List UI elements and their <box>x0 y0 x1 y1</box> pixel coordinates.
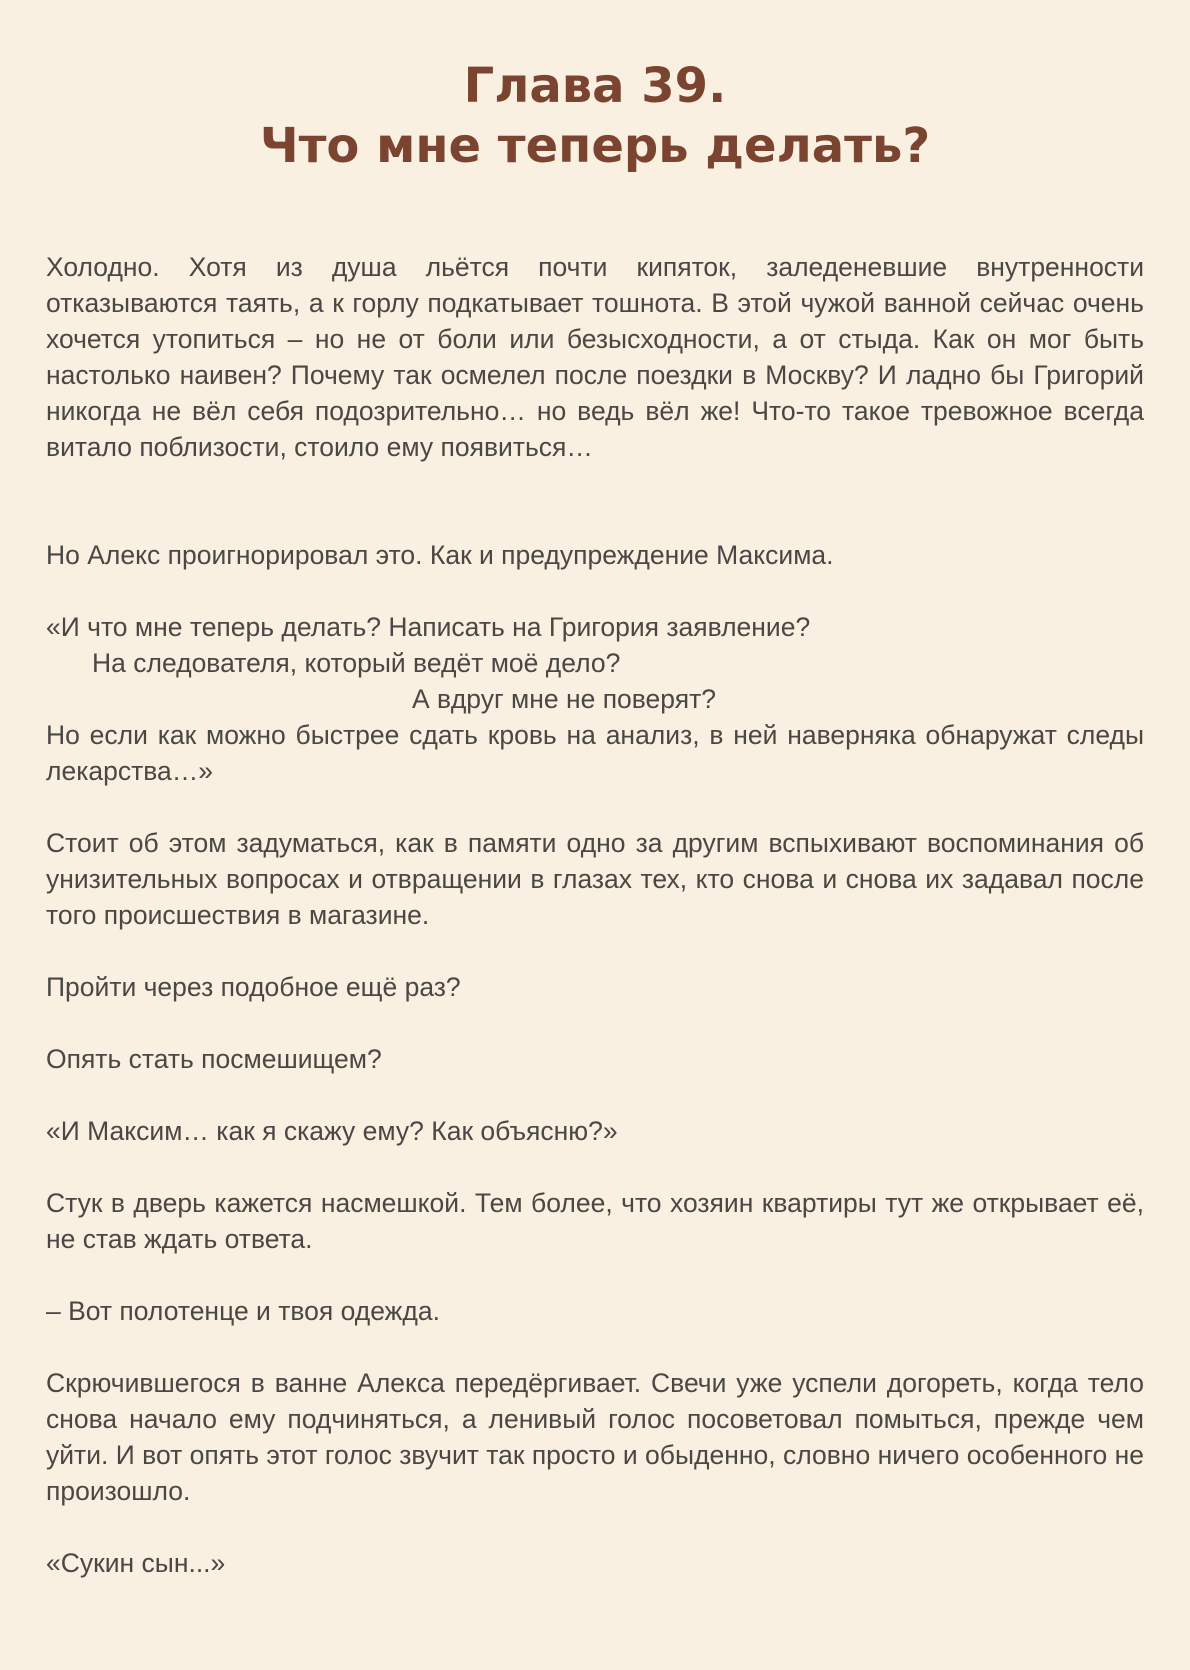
paragraph-11: «Сукин сын...» <box>46 1548 226 1578</box>
paragraph-9: – Вот полотенце и твоя одежда. <box>46 1296 440 1326</box>
paragraph-8: Стук в дверь кажется насмешкой. Тем более, что хозяин квартиры тут же открывает её, не став ждать ответа. <box>46 1188 1144 1254</box>
paragraph-4: Стоит об этом задуматься, как в памяти одно за другим вспыхивают воспоминания об унизительных вопросах и отвращении в глазах тех, кто снова и снова их задавал после того происшествия в магазине. <box>46 828 1144 930</box>
paragraph-2: Но Алекс проигнорировал это. Как и предупреждение Максима. <box>46 540 834 570</box>
thought-line-3: А вдруг мне не поверят? <box>412 684 716 714</box>
paragraph-7: «И Максим… как я скажу ему? Как объясню?» <box>46 1116 618 1146</box>
paragraph-6: Опять стать посмешищем? <box>46 1044 382 1074</box>
chapter-title: Что мне теперь делать? <box>259 118 931 174</box>
thought-line-2: На следователя, который ведёт моё дело? <box>92 648 621 678</box>
chapter-number: Глава 39. <box>463 58 727 114</box>
thought-line-1: «И что мне теперь делать? Написать на Григория заявление? <box>46 612 811 642</box>
paragraph-1: Холодно. Хотя из душа льётся почти кипяток, заледеневшие внутренности отказываются таять, а к горлу подкатывает тошнота. В этой чужой ванной сейчас очень хочется утопиться – но не от боли или безысходности, а от стыда. Как он мог быть настолько наивен? Почему так осмелел после поездки в Москву? И ладно бы Григорий никогда не вёл себя подозрительно… но ведь вёл же! Что-то такое тревожное всегда витало поблизости, стоило ему появиться… <box>46 252 1144 462</box>
thought-line-4: Но если как можно быстрее сдать кровь на анализ, в ней наверняка обнаружат следы лекарства…» <box>46 720 1144 786</box>
paragraph-5: Пройти через подобное ещё раз? <box>46 972 461 1002</box>
paragraph-10: Скрючившегося в ванне Алекса передёргивает. Свечи уже успели догореть, когда тело снова начало ему подчиняться, а ленивый голос посоветовал помыться, прежде чем уйти. И вот опять этот голос звучит так просто и обыденно, словно ничего особенного не произошло. <box>46 1368 1144 1506</box>
